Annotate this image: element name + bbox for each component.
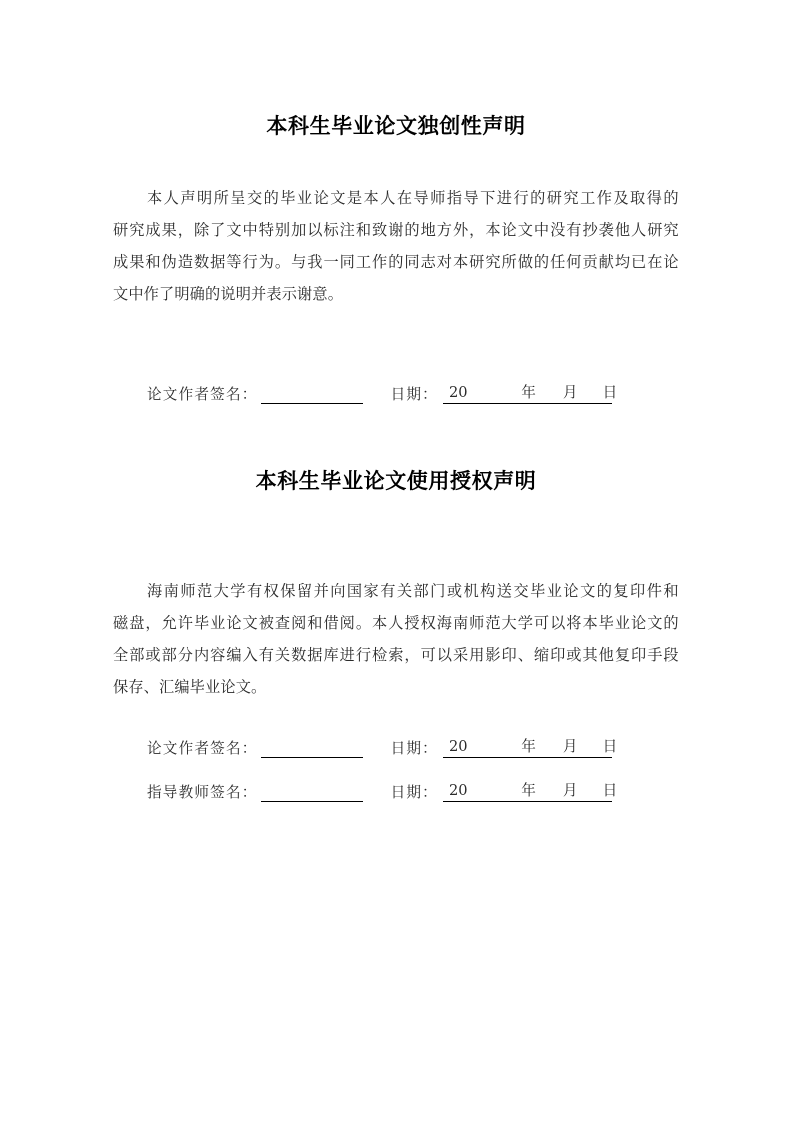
authorization-declaration-title: 本科生毕业论文使用授权声明 <box>255 469 537 494</box>
paragraph-line: 研 究 成 果 ， 除 了 文 中 特 别 加 以 标 注 和 致 谢 的 地 方 外 ， 本 论 文 中 没 有 抄 袭 他 人 研 究 <box>113 221 679 239</box>
paragraph-line: 文中作了明确的说明并表示谢意。 <box>113 285 344 303</box>
originality-declaration-title: 本科生毕业论文独创性声明 <box>266 114 526 139</box>
author-signature-field[interactable] <box>261 742 363 758</box>
date-year-unit: 年 <box>521 384 536 401</box>
date-field[interactable] <box>443 381 618 404</box>
author-signature-field[interactable] <box>261 388 363 404</box>
author-signature-label: 论文作者签名： <box>147 740 258 757</box>
date-group <box>390 381 618 404</box>
date-day-unit: 日 <box>602 738 618 755</box>
paragraph-line: 本 人 声 明 所 呈 交 的 毕 业 论 文 是 本 人 在 导 师 指 导 下 进 行 的 研 究 工 作 及 取 得 的 <box>147 189 679 207</box>
authorization-advisor-signature-row <box>113 779 679 802</box>
date-year-unit: 年 <box>521 738 536 755</box>
date-year: 20 <box>448 384 468 401</box>
date-year: 20 <box>448 738 468 755</box>
date-day-unit: 日 <box>602 782 618 799</box>
date-label: 日期： <box>390 386 438 403</box>
authorization-declaration-paragraph <box>113 575 679 703</box>
paragraph-line: 磁 盘 ， 允 许 毕 业 论 文 被 查 阅 和 借 阅 。 本 人 授 权 海 南 师 范 大 学 可 以 将 本 毕 业 论 文 的 <box>113 614 679 632</box>
date-label: 日期： <box>390 740 438 757</box>
date-month-unit: 月 <box>562 384 578 401</box>
date-label: 日期： <box>390 784 438 801</box>
date-month-unit: 月 <box>562 738 578 755</box>
paragraph-line: 保存、汇编毕业论文。 <box>113 678 267 696</box>
date-year-unit: 年 <box>521 782 536 799</box>
date-field[interactable] <box>443 735 618 758</box>
date-group <box>390 735 618 758</box>
advisor-signature-field[interactable] <box>261 786 363 802</box>
originality-declaration-paragraph <box>113 182 679 310</box>
paragraph-line: 全 部 或 部 分 内 容 编 入 有 关 数 据 库 进 行 检 索 ， 可 以 采 用 影 印 、 缩 印 或 其 他 复 印 手 段 <box>113 646 679 664</box>
date-year: 20 <box>448 782 468 799</box>
paragraph-line: 海 南 师 范 大 学 有 权 保 留 并 向 国 家 有 关 部 门 或 机 构 送 交 毕 业 论 文 的 复 印 件 和 <box>147 582 679 600</box>
advisor-signature-label: 指导教师签名： <box>147 784 258 801</box>
originality-signature-row <box>113 381 679 404</box>
date-group <box>390 779 618 802</box>
date-month-unit: 月 <box>562 782 578 799</box>
paragraph-line: 成 果 和 伪 造 数 据 等 行 为 。 与 我 一 同 工 作 的 同 志 对 本 研 究 所 做 的 任 何 贡 献 均 已 在 论 <box>113 253 679 271</box>
date-day-unit: 日 <box>602 384 618 401</box>
authorization-author-signature-row <box>113 735 679 758</box>
author-signature-label: 论文作者签名： <box>147 386 258 403</box>
date-field[interactable] <box>443 779 618 802</box>
